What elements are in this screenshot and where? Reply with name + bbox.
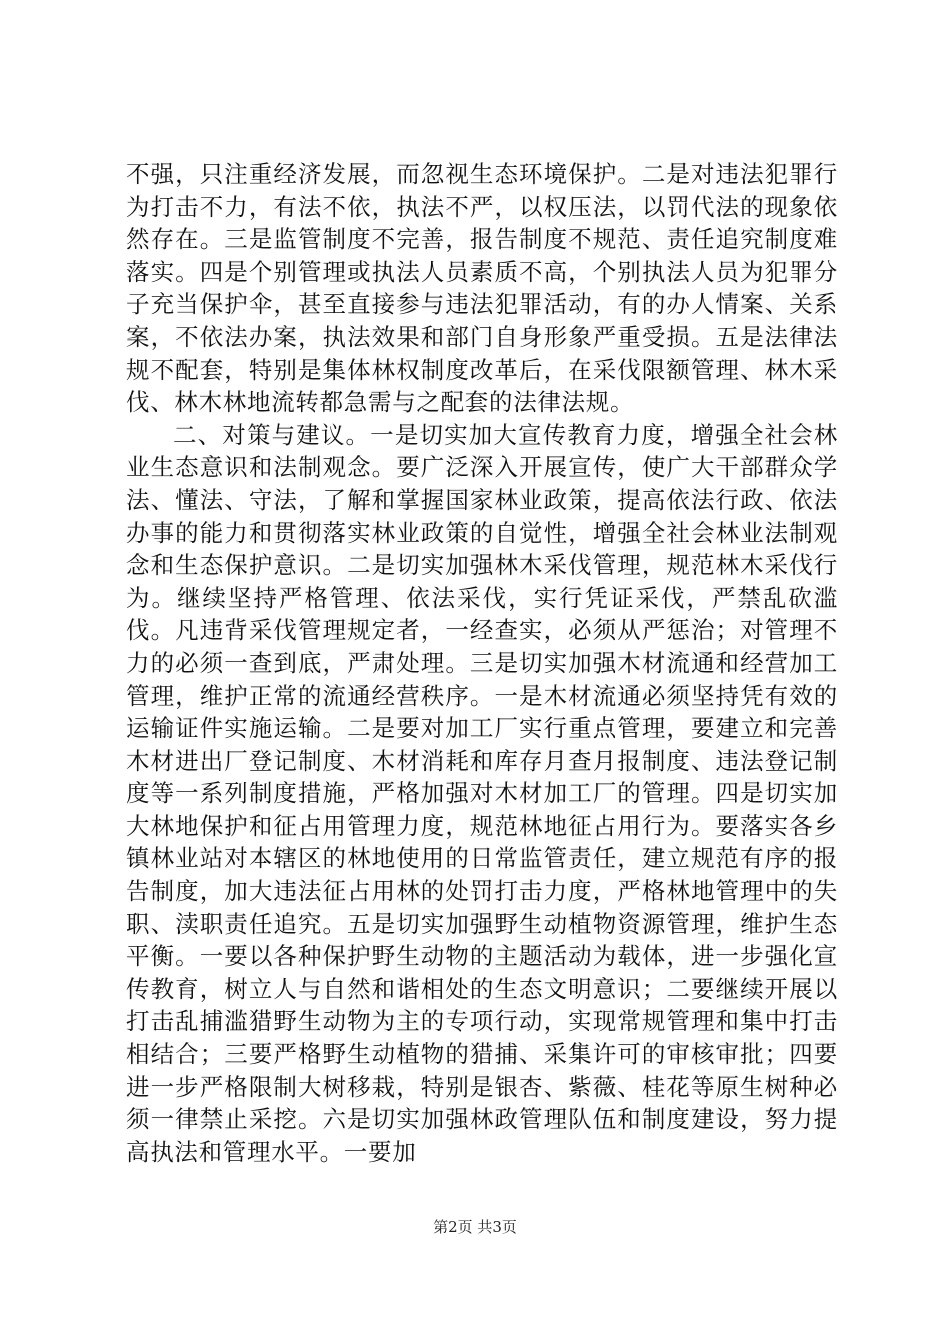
page-number: 第2页 共3页 <box>433 1218 517 1236</box>
page-footer <box>0 1216 950 1237</box>
paragraph-problems-continued: 不强，只注重经济发展，而忽视生态环境保护。二是对违法犯罪行为打击不力，有法不依，执法不严，以权压法，以罚代法的现象依然存在。三是监管制度不完善，报告制度不规范、责任追究制度难落实。四是个别管理或执法人员素质不高，个别执法人员为犯罪分子充当保护伞，甚至直接参与违法犯罪活动，有的办人情案、关系案，不依法办案，执法效果和部门自身形象严重受损。五是法律法规不配套，特别是集体林权制度改革后，在采伐限额管理、林木采伐、林木林地流转都急需与之配套的法律法规。 <box>126 160 838 417</box>
document-body <box>126 158 838 1168</box>
paragraph-countermeasures: 二、对策与建议。一是切实加大宣传教育力度，增强全社会林业生态意识和法制观念。要广泛深入开展宣传，使广大干部群众学法、懂法、守法，了解和掌握国家林业政策，提高依法行政、依法办事的能力和贯彻落实林业政策的自觉性，增强全社会林业法制观念和生态保护意识。二是切实加强林木采伐管理，规范林木采伐行为。继续坚持严格管理、依法采伐，实行凭证采伐，严禁乱砍滥伐。凡违背采伐管理规定者，一经查实，必须从严惩治；对管理不力的必须一查到底，严肃处理。三是切实加强木材流通和经营加工管理，维护正常的流通经营秩序。一是木材流通必须坚持凭有效的运输证件实施运输。二是要对加工厂实行重点管理，要建立和完善木材进出厂登记制度、木材消耗和库存月查月报制度、违法登记制度等一系列制度措施，严格加强对木材加工厂的管理。四是切实加大林地保护和征占用管理力度，规范林地征占用行为。要落实各乡镇林业站对本辖区的林地使用的日常监管责任，建立规范有序的报告制度，加大违法征占用林的处罚打击力度，严格林地管理中的失职、渎职责任追究。五是切实加强野生动植物资源管理，维护生态平衡。一要以各种保护野生动物的主题活动为载体，进一步强化宣传教育，树立人与自然和谐相处的生态文明意识；二要继续开展以打击乱捕滥猎野生动物为主的专项行动，实现常规管理和集中打击相结合；三要严格野生动植物的猎捕、采集许可的审核审批；四要进一步严格限制大树移栽，特别是银杏、紫薇、桂花等原生树种必须一律禁止采挖。六是切实加强林政管理队伍和制度建设，努力提高执法和管理水平。一要加 <box>126 420 838 1166</box>
